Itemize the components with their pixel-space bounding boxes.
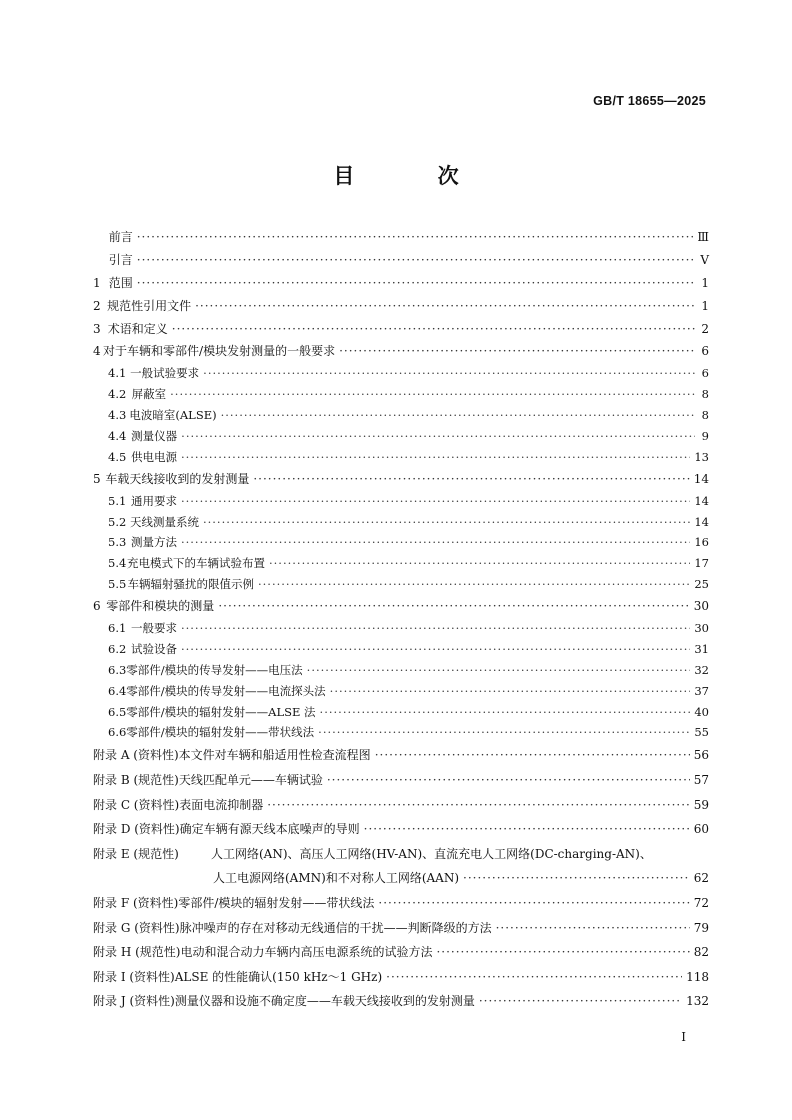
toc-entry-number: 4.5 bbox=[108, 449, 127, 464]
toc-entry-page: 62 bbox=[693, 871, 709, 886]
standard-number: GB/T 18655—2025 bbox=[593, 94, 706, 108]
toc-entry-number: 1 bbox=[93, 275, 101, 290]
toc-entry-number: 6.5 bbox=[108, 704, 127, 719]
toc-entry-page: 132 bbox=[686, 994, 709, 1009]
toc-entry[interactable] bbox=[93, 574, 709, 595]
toc-entry[interactable] bbox=[93, 965, 709, 990]
toc-entry-page: 55 bbox=[694, 725, 709, 740]
toc-entry[interactable] bbox=[93, 272, 709, 295]
toc-dot-leader bbox=[375, 743, 690, 768]
toc-entry-page: 59 bbox=[693, 797, 709, 812]
toc-entry-page: 79 bbox=[693, 920, 709, 935]
toc-dot-leader bbox=[218, 595, 689, 618]
toc-entry-page: 56 bbox=[693, 748, 709, 763]
toc-entry-number: 5.1 bbox=[108, 493, 127, 508]
toc-entry[interactable] bbox=[93, 447, 709, 468]
toc-dot-leader bbox=[330, 681, 691, 702]
toc-entry-title: 确定车辆有源天线本底噪声的导则 bbox=[179, 822, 360, 837]
toc-entry-number: 6.4 bbox=[108, 683, 127, 698]
toc-entry-page: 6 bbox=[701, 344, 709, 359]
toc-entry[interactable] bbox=[93, 363, 709, 384]
toc-entry[interactable] bbox=[93, 660, 709, 681]
toc-dot-leader bbox=[172, 318, 695, 341]
toc-entry-number: 附录 F (资料性) bbox=[93, 895, 179, 910]
toc-dot-leader bbox=[137, 226, 694, 249]
toc-entry[interactable] bbox=[93, 318, 709, 341]
page-folio: I bbox=[681, 1030, 686, 1044]
toc-title: 目 次 bbox=[333, 164, 497, 188]
toc-entry-page: 37 bbox=[694, 683, 709, 698]
toc-dot-leader bbox=[436, 940, 689, 965]
toc-entry-title: 引言 bbox=[108, 252, 133, 267]
toc-entry-number: 4.2 bbox=[108, 387, 127, 402]
toc-dot-leader bbox=[320, 702, 691, 723]
toc-entry[interactable] bbox=[93, 405, 709, 426]
toc-entry-title: 通用要求 bbox=[130, 493, 177, 508]
toc-entry[interactable] bbox=[93, 768, 709, 793]
toc-entry-number: 6.6 bbox=[108, 725, 127, 740]
toc-entry-title: 电波暗室(ALSE) bbox=[129, 408, 217, 423]
toc-entry[interactable] bbox=[93, 743, 709, 768]
toc-dot-leader bbox=[327, 768, 690, 793]
toc-entry[interactable] bbox=[93, 817, 709, 842]
toc-entry-title: 本文件对车辆和船适用性检查流程图 bbox=[178, 748, 371, 763]
toc-entry-title: 零部件和模块的测量 bbox=[106, 599, 215, 614]
toc-entry[interactable] bbox=[93, 793, 709, 818]
toc-entry[interactable] bbox=[93, 595, 709, 618]
toc-entry[interactable] bbox=[93, 866, 709, 891]
toc-entry-number: 附录 E (规范性) bbox=[93, 846, 179, 861]
toc-entry[interactable] bbox=[93, 384, 709, 405]
toc-entry-number: 2 bbox=[93, 298, 101, 313]
toc-entry-title: 屏蔽室 bbox=[131, 387, 167, 402]
toc-dot-leader bbox=[181, 491, 690, 512]
toc-entry-page: 25 bbox=[694, 577, 709, 592]
toc-entry[interactable] bbox=[93, 916, 709, 941]
toc-entry-title: 零部件/模块的辐射发射——带状线法 bbox=[178, 895, 375, 910]
toc-entry-title: 一般要求 bbox=[130, 621, 177, 636]
toc-entry-number: 附录 G (资料性) bbox=[93, 920, 180, 935]
toc-entry[interactable] bbox=[93, 226, 709, 249]
toc-entry-number: 附录 D (资料性) bbox=[93, 822, 180, 837]
toc-dot-leader bbox=[378, 891, 689, 916]
toc-entry-page: 17 bbox=[694, 556, 709, 571]
toc-dot-leader bbox=[203, 512, 690, 533]
toc-entry-number: 6.2 bbox=[108, 641, 127, 656]
toc-entry-number: 3 bbox=[93, 321, 101, 336]
toc-entry-number: 4 bbox=[93, 344, 101, 359]
toc-dot-leader bbox=[181, 639, 690, 660]
toc-entry[interactable] bbox=[93, 989, 709, 1014]
toc-entry-page: Ⅴ bbox=[700, 252, 709, 267]
toc-dot-leader bbox=[463, 866, 690, 891]
toc-entry-number: 4.3 bbox=[108, 408, 127, 423]
toc-dot-leader bbox=[181, 447, 690, 468]
toc-entry-page: 14 bbox=[693, 471, 709, 486]
toc-entry-title: 电动和混合动力车辆内高压电源系统的试验方法 bbox=[180, 945, 433, 960]
toc-entry-title: 天线匹配单元——车辆试验 bbox=[178, 772, 323, 787]
toc-entry-number: 4.4 bbox=[108, 429, 127, 444]
toc-dot-leader bbox=[307, 660, 691, 681]
toc-entry-title: ALSE 的性能确认(150 kHz～1 GHz) bbox=[174, 969, 383, 984]
toc-entry[interactable] bbox=[93, 249, 709, 272]
toc-dot-leader bbox=[258, 574, 690, 595]
toc-entry[interactable] bbox=[93, 512, 709, 533]
toc-entry-page: 8 bbox=[701, 387, 709, 402]
toc-entry-number: 附录 J (资料性) bbox=[93, 994, 175, 1009]
toc-entry-number: 5.2 bbox=[108, 514, 127, 529]
toc-dot-leader bbox=[496, 916, 690, 941]
toc-entry-page: Ⅲ bbox=[697, 230, 709, 244]
toc-dot-leader bbox=[203, 363, 695, 384]
toc-entry[interactable] bbox=[93, 532, 709, 553]
toc-entry-page: 14 bbox=[694, 493, 709, 508]
toc-entry-number: 5.4 bbox=[108, 556, 127, 571]
toc-dot-leader bbox=[269, 553, 690, 574]
toc-entry[interactable] bbox=[93, 702, 709, 723]
toc-entry-title: 一般试验要求 bbox=[130, 366, 200, 381]
toc-entry-title: 表面电流抑制器 bbox=[179, 797, 264, 812]
toc-dot-leader bbox=[137, 249, 695, 272]
toc-entry-title: 规范性引用文件 bbox=[107, 298, 192, 313]
toc-dot-leader bbox=[253, 468, 689, 491]
toc-entry-page: 82 bbox=[693, 945, 709, 960]
toc-dot-leader bbox=[137, 272, 695, 295]
toc-entry-title: 充电模式下的车辆试验布置 bbox=[127, 556, 265, 571]
toc-dot-leader bbox=[195, 295, 695, 318]
toc-dot-leader bbox=[318, 722, 690, 743]
toc-entry-number: 附录 H (规范性) bbox=[93, 945, 181, 960]
toc-entry-title: 零部件/模块的传导发射——电压法 bbox=[126, 662, 303, 677]
toc-entry-page: 6 bbox=[701, 366, 709, 381]
toc-entry[interactable] bbox=[93, 639, 709, 660]
toc-entry-number: 6 bbox=[93, 599, 101, 614]
toc-entry-page: 13 bbox=[694, 449, 709, 464]
toc-entry-page: 14 bbox=[694, 514, 709, 529]
toc-dot-leader bbox=[386, 965, 682, 990]
toc-entry-title: 测量仪器和设施不确定度——车载天线接收到的发射测量 bbox=[174, 994, 475, 1009]
toc-entry-title: 车辆辐射骚扰的限值示例 bbox=[127, 577, 254, 592]
toc-entry[interactable] bbox=[93, 842, 709, 867]
toc-entry[interactable] bbox=[93, 340, 709, 363]
toc-entry-number: 附录 A (资料性) bbox=[93, 748, 179, 763]
toc-entry-number: 附录 B (规范性) bbox=[93, 772, 179, 787]
toc-entry-title: 测量仪器 bbox=[131, 429, 178, 444]
toc-entry-page: 57 bbox=[693, 772, 709, 787]
toc-entry-page: 31 bbox=[694, 641, 709, 656]
toc-entry[interactable] bbox=[93, 940, 709, 965]
toc-dot-leader bbox=[181, 426, 695, 447]
toc-entry[interactable] bbox=[93, 295, 709, 318]
toc-entry-title: 测量方法 bbox=[130, 535, 177, 550]
toc-dot-leader bbox=[221, 405, 695, 426]
toc-entry-page: 1 bbox=[701, 275, 709, 290]
toc-entry-title: 范围 bbox=[108, 275, 133, 290]
toc-entry-title: 前言 bbox=[108, 230, 133, 244]
toc-entry-number: 5.3 bbox=[108, 535, 127, 550]
toc-entry[interactable] bbox=[93, 553, 709, 574]
toc-dot-leader bbox=[267, 793, 690, 818]
toc-entry-title: 人工网络(AN)、高压人工网络(HV-AN)、直流充电人工网络(DC-charging-AN)、 bbox=[211, 846, 652, 861]
toc-entry-page: 9 bbox=[701, 429, 709, 444]
toc-entry[interactable] bbox=[93, 468, 709, 491]
toc-entry[interactable] bbox=[93, 681, 709, 702]
toc-dot-leader bbox=[364, 817, 690, 842]
toc-entry-title: 零部件/模块的辐射发射——带状线法 bbox=[126, 725, 315, 740]
toc-entry-title: 试验设备 bbox=[130, 641, 177, 656]
toc-entry-title: 零部件/模块的传导发射——电流探头法 bbox=[126, 683, 326, 698]
toc-entry-page: 8 bbox=[701, 408, 709, 423]
toc-entry-number: 4.1 bbox=[108, 366, 127, 381]
toc-entry[interactable] bbox=[93, 891, 709, 916]
toc-dot-leader bbox=[170, 384, 695, 405]
toc-entry-number: 6.1 bbox=[108, 621, 127, 636]
toc-entry-page: 118 bbox=[686, 969, 709, 984]
toc-dot-leader bbox=[181, 532, 690, 553]
toc-entry[interactable] bbox=[93, 491, 709, 512]
toc-entry-title: 人工电源网络(AMN)和不对称人工网络(AAN) bbox=[213, 871, 460, 886]
toc-entry-number: 5.5 bbox=[108, 577, 127, 592]
toc-entry[interactable] bbox=[93, 618, 709, 639]
toc-dot-leader bbox=[181, 618, 690, 639]
toc-entry-page: 30 bbox=[694, 621, 709, 636]
toc-dot-leader bbox=[339, 340, 695, 363]
toc-entry-title: 对于车辆和零部件/模块发射测量的一般要求 bbox=[103, 344, 336, 359]
toc-entry-page: 60 bbox=[693, 822, 709, 837]
toc-entry-title: 供电电源 bbox=[130, 449, 177, 464]
toc-entry-page: 1 bbox=[701, 298, 709, 313]
toc-entry-page: 2 bbox=[701, 321, 709, 336]
toc-entry-title: 车载天线接收到的发射测量 bbox=[105, 471, 250, 486]
toc-entry-page: 40 bbox=[694, 704, 709, 719]
toc-entry-title: 术语和定义 bbox=[107, 321, 168, 336]
toc-entry-number: 6.3 bbox=[108, 662, 127, 677]
toc-entry-title: 脉冲噪声的存在对移动无线通信的干扰——判断降级的方法 bbox=[179, 920, 492, 935]
toc-entry-number: 5 bbox=[93, 471, 101, 486]
toc-entry-title: 天线测量系统 bbox=[129, 514, 199, 529]
toc-entry-page: 72 bbox=[693, 895, 709, 910]
toc-entry-page: 16 bbox=[694, 535, 709, 550]
toc-entry-page: 30 bbox=[693, 599, 709, 614]
toc-entry[interactable] bbox=[93, 722, 709, 743]
toc-entry-number: 附录 C (资料性) bbox=[93, 797, 180, 812]
table-of-contents bbox=[93, 226, 709, 1014]
toc-entry[interactable] bbox=[93, 426, 709, 447]
toc-entry-title: 零部件/模块的辐射发射——ALSE 法 bbox=[126, 704, 316, 719]
toc-dot-leader bbox=[479, 989, 682, 1014]
toc-entry-number: 附录 I (资料性) bbox=[93, 969, 175, 984]
toc-entry-page: 32 bbox=[694, 662, 709, 677]
